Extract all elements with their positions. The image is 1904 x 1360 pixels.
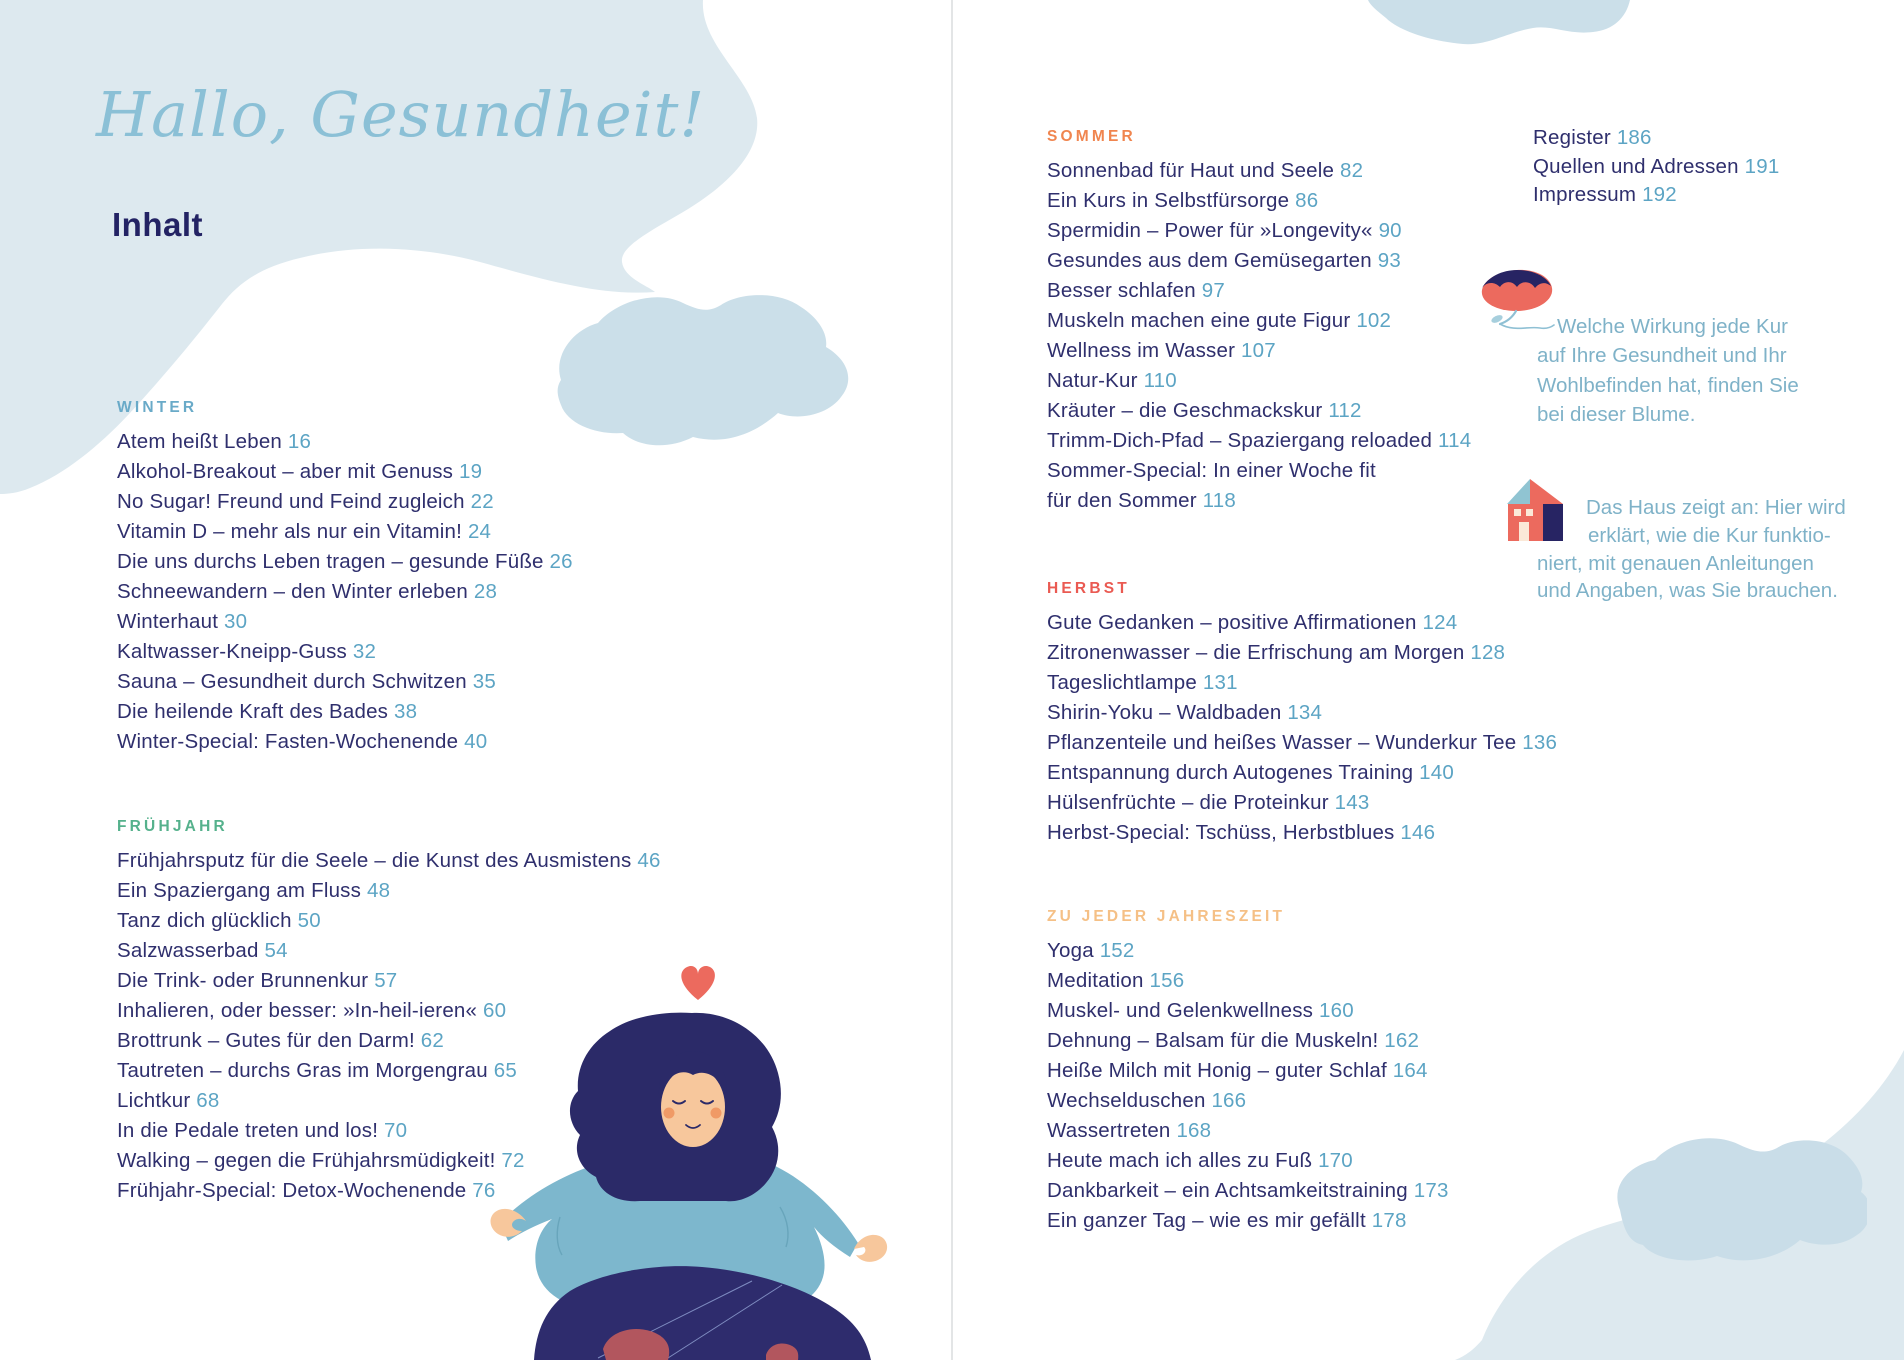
toc-item-page-number: 162 bbox=[1378, 1029, 1420, 1052]
toc-item-title: Herbst-Special: Tschüss, Herbstblues bbox=[1047, 821, 1395, 844]
toc-item bbox=[1047, 1176, 1547, 1206]
toc-section-header: HERBST bbox=[1047, 580, 1130, 597]
toc-section-sommer bbox=[1047, 127, 1547, 516]
toc-item-page-number: 65 bbox=[487, 1059, 517, 1082]
toc-item bbox=[117, 517, 617, 547]
toc-item-page-number: 160 bbox=[1313, 999, 1354, 1022]
toc-item bbox=[1047, 216, 1547, 246]
toc-item-page-number: 114 bbox=[1432, 429, 1472, 452]
toc-item-title: Sonnenbad für Haut und Seele bbox=[1047, 159, 1335, 182]
toc-item-page-number: 70 bbox=[378, 1119, 408, 1142]
toc-item-page-number: 54 bbox=[258, 939, 288, 962]
toc-section-header: ZU JEDER JAHRESZEIT bbox=[1047, 908, 1286, 925]
toc-item-page-number: 19 bbox=[453, 460, 483, 483]
toc-item-page-number: 152 bbox=[1093, 939, 1135, 962]
toc-item-page-number: 124 bbox=[1416, 611, 1458, 634]
toc-section-header: WINTER bbox=[117, 399, 198, 416]
toc-item bbox=[1047, 366, 1547, 396]
toc-item bbox=[1047, 1086, 1547, 1116]
toc-item-title: Yoga bbox=[1047, 939, 1094, 962]
toc-item-title: Tanz dich glücklich bbox=[117, 909, 292, 932]
page-divider bbox=[951, 0, 953, 1360]
toc-item bbox=[117, 966, 617, 996]
toc-section-winter bbox=[117, 398, 617, 757]
toc-item bbox=[117, 906, 617, 936]
toc-item bbox=[1047, 246, 1547, 276]
toc-item-page-number: 112 bbox=[1322, 399, 1362, 422]
toc-item-title: Inhalieren, oder besser: »In-heil-ieren« bbox=[117, 999, 478, 1022]
toc-item bbox=[1047, 638, 1547, 668]
toc-item-page-number: 72 bbox=[495, 1149, 525, 1172]
toc-item bbox=[117, 876, 617, 906]
toc-item-title: Vitamin D – mehr als nur ein Vitamin! bbox=[117, 520, 463, 543]
toc-item bbox=[117, 457, 617, 487]
toc-item bbox=[117, 487, 617, 517]
toc-item bbox=[1047, 396, 1547, 426]
toc-item-page-number: 168 bbox=[1170, 1119, 1212, 1142]
toc-item-title: Ein ganzer Tag – wie es mir gefällt bbox=[1047, 1209, 1366, 1232]
toc-item-title: Ein Kurs in Selbstfürsorge bbox=[1047, 189, 1290, 212]
toc-item bbox=[117, 1116, 617, 1146]
toc-item-title: Die uns durchs Leben tragen – gesunde Füße bbox=[117, 550, 544, 573]
toc-item-page-number: 30 bbox=[218, 610, 248, 633]
toc-item-title: Muskeln machen eine gute Figur bbox=[1047, 309, 1351, 332]
toc-item-title: Muskel- und Gelenkwellness bbox=[1047, 999, 1314, 1022]
toc-item bbox=[117, 607, 617, 637]
toc-item bbox=[117, 637, 617, 667]
backmatter-item-title: Register bbox=[1533, 126, 1611, 149]
annotation-line: und Angaben, was Sie brauchen. bbox=[1537, 579, 1838, 603]
toc-item-title: Die heilende Kraft des Bades bbox=[117, 700, 389, 723]
toc-item-page-number: 128 bbox=[1464, 641, 1506, 664]
toc-item-title: Kräuter – die Geschmackskur bbox=[1047, 399, 1323, 422]
toc-item-title: Winterhaut bbox=[117, 610, 219, 633]
toc-item bbox=[117, 667, 617, 697]
toc-item-title: Tautreten – durchs Gras im Morgengrau bbox=[117, 1059, 488, 1082]
toc-item-page-number: 90 bbox=[1372, 219, 1402, 242]
toc-item-title: Kaltwasser-Kneipp-Guss bbox=[117, 640, 347, 663]
toc-item-title: Zitronenwasser – die Erfrischung am Morgen bbox=[1047, 641, 1465, 664]
toc-item-title: Salzwasserbad bbox=[117, 939, 259, 962]
book-title: Hallo, Gesundheit! bbox=[96, 78, 706, 151]
toc-item-title: Wellness im Wasser bbox=[1047, 339, 1236, 362]
toc-item-page-number: 170 bbox=[1312, 1149, 1353, 1172]
toc-item-page-number: 76 bbox=[466, 1179, 496, 1202]
toc-item-title: Dehnung – Balsam für die Muskeln! bbox=[1047, 1029, 1379, 1052]
toc-item-page-number: 97 bbox=[1195, 279, 1225, 302]
toc-item bbox=[1047, 186, 1547, 216]
toc-item-page-number: 110 bbox=[1137, 369, 1177, 392]
toc-item bbox=[1047, 306, 1547, 336]
toc-item-page-number: 82 bbox=[1334, 159, 1364, 182]
toc-item-title: für den Sommer bbox=[1047, 489, 1197, 512]
toc-item bbox=[1047, 966, 1547, 996]
toc-item bbox=[117, 547, 617, 577]
toc-item bbox=[117, 936, 617, 966]
toc-item-page-number: 86 bbox=[1289, 189, 1319, 212]
annotation-line: Wohlbefinden hat, finden Sie bbox=[1537, 373, 1799, 397]
toc-item bbox=[1047, 456, 1547, 486]
backmatter-item-page-number: 191 bbox=[1738, 154, 1780, 178]
toc-item-page-number: 173 bbox=[1407, 1179, 1449, 1202]
toc-item-page-number: 143 bbox=[1328, 791, 1370, 814]
toc-item bbox=[117, 1026, 617, 1056]
backmatter-item bbox=[1533, 181, 1779, 210]
toc-item-title: Wassertreten bbox=[1047, 1119, 1171, 1142]
toc-item bbox=[1047, 758, 1547, 788]
toc-item-title: Alkohol-Breakout – aber mit Genuss bbox=[117, 460, 454, 483]
toc-item-page-number: 140 bbox=[1413, 761, 1454, 784]
toc-item bbox=[117, 1176, 617, 1206]
toc-item bbox=[1047, 728, 1558, 758]
toc-item-title: Hülsenfrüchte – die Proteinkur bbox=[1047, 791, 1329, 814]
toc-item bbox=[1047, 1146, 1547, 1176]
toc-item-title: Gute Gedanken – positive Affirmationen bbox=[1047, 611, 1417, 634]
toc-item-title: Die Trink- oder Brunnenkur bbox=[117, 969, 369, 992]
backmatter-item bbox=[1533, 153, 1779, 182]
toc-item-title: Tageslichtlampe bbox=[1047, 671, 1197, 694]
toc-item-page-number: 62 bbox=[414, 1029, 444, 1052]
cloud-top-right-icon bbox=[1368, 0, 1630, 50]
toc-item-page-number: 26 bbox=[543, 550, 573, 573]
toc-item-title: Besser schlafen bbox=[1047, 279, 1196, 302]
toc-item bbox=[117, 846, 661, 876]
toc-item-page-number: 46 bbox=[631, 849, 661, 872]
toc-item-page-number: 60 bbox=[477, 999, 507, 1022]
toc-section-zu-jeder-jahreszeit bbox=[1047, 907, 1547, 1236]
annotation-line: niert, mit genauen Anleitungen bbox=[1537, 551, 1814, 575]
toc-item bbox=[1047, 668, 1547, 698]
backmatter-item-page-number: 192 bbox=[1636, 183, 1677, 206]
toc-item bbox=[1047, 156, 1547, 186]
toc-item-page-number: 24 bbox=[462, 520, 492, 543]
toc-item-page-number: 166 bbox=[1205, 1089, 1247, 1112]
toc-item-title: Lichtkur bbox=[117, 1089, 191, 1112]
toc-item-page-number: 107 bbox=[1235, 339, 1276, 362]
toc-item-title: Dankbarkeit – ein Achtsamkeitstraining bbox=[1047, 1179, 1408, 1202]
toc-item-page-number: 16 bbox=[282, 430, 312, 453]
toc-item-page-number: 35 bbox=[466, 670, 496, 693]
toc-item bbox=[117, 427, 617, 457]
toc-item-page-number: 40 bbox=[458, 730, 488, 753]
toc-item bbox=[1047, 486, 1547, 516]
toc-item-title: Frühjahr-Special: Detox-Wochenende bbox=[117, 1179, 467, 1202]
toc-item bbox=[1047, 608, 1547, 638]
toc-item-title: Shirin-Yoku – Waldbaden bbox=[1047, 701, 1282, 724]
toc-item-title: Atem heißt Leben bbox=[117, 430, 283, 453]
toc-section-header: SOMMER bbox=[1047, 128, 1136, 145]
toc-heading: Inhalt bbox=[112, 206, 203, 243]
toc-item-page-number: 50 bbox=[291, 909, 321, 932]
annotation-line: bei dieser Blume. bbox=[1537, 402, 1696, 426]
toc-item-title: Natur-Kur bbox=[1047, 369, 1138, 392]
toc-item bbox=[1047, 788, 1547, 818]
toc-item-title: Meditation bbox=[1047, 969, 1144, 992]
toc-item bbox=[1047, 1116, 1547, 1146]
cloud-bottom-right-icon bbox=[1605, 1130, 1867, 1270]
toc-item-title: Trimm-Dich-Pfad – Spaziergang reloaded bbox=[1047, 429, 1433, 452]
toc-item bbox=[1047, 1056, 1547, 1086]
toc-item bbox=[117, 577, 617, 607]
toc-section-header: FRÜHJAHR bbox=[117, 818, 228, 835]
toc-item-title: Winter-Special: Fasten-Wochenende bbox=[117, 730, 459, 753]
toc-item bbox=[1047, 1026, 1547, 1056]
annotation-line: auf Ihre Gesundheit und Ihr bbox=[1537, 344, 1787, 368]
toc-item bbox=[1047, 698, 1547, 728]
toc-item-title: Walking – gegen die Frühjahrsmüdigkeit! bbox=[117, 1149, 496, 1172]
toc-item-title: Entspannung durch Autogenes Training bbox=[1047, 761, 1414, 784]
toc-item-page-number: 93 bbox=[1371, 249, 1401, 272]
toc-item-page-number: 57 bbox=[368, 969, 398, 992]
annotation-line: erklärt, wie die Kur funktio- bbox=[1588, 523, 1831, 547]
backmatter-item-title: Quellen und Adressen bbox=[1533, 154, 1739, 178]
toc-item-title: Sommer-Special: In einer Woche fit bbox=[1047, 459, 1376, 482]
toc-item-page-number: 131 bbox=[1197, 671, 1238, 694]
heart-icon bbox=[681, 966, 715, 1000]
annotation-line: Welche Wirkung jede Kur bbox=[1557, 315, 1788, 338]
toc-item-title: Ein Spaziergang am Fluss bbox=[117, 879, 362, 902]
toc-item bbox=[1047, 996, 1547, 1026]
toc-item-page-number: 102 bbox=[1350, 309, 1392, 332]
toc-item-title: Wechselduschen bbox=[1047, 1089, 1206, 1112]
toc-item bbox=[117, 1056, 617, 1086]
toc-item bbox=[1047, 426, 1547, 456]
toc-item-title: Spermidin – Power für »Longevity« bbox=[1047, 219, 1373, 242]
toc-item-title: Gesundes aus dem Gemüsegarten bbox=[1047, 249, 1372, 272]
toc-item-title: No Sugar! Freund und Feind zugleich bbox=[117, 490, 465, 513]
toc-item bbox=[117, 697, 617, 727]
toc-item-title: Heiße Milch mit Honig – guter Schlaf bbox=[1047, 1059, 1387, 1082]
toc-item-page-number: 22 bbox=[464, 490, 494, 513]
toc-item-page-number: 178 bbox=[1365, 1209, 1407, 1232]
house-note bbox=[1537, 494, 1846, 605]
toc-item-title: Brottrunk – Gutes für den Darm! bbox=[117, 1029, 415, 1052]
toc-item-title: In die Pedale treten und los! bbox=[117, 1119, 379, 1142]
toc-item-page-number: 164 bbox=[1386, 1059, 1428, 1082]
toc-item bbox=[1047, 1206, 1547, 1236]
toc-item-title: Sauna – Gesundheit durch Schwitzen bbox=[117, 670, 467, 693]
toc-item-page-number: 38 bbox=[388, 700, 418, 723]
toc-item-title: Heute mach ich alles zu Fuß bbox=[1047, 1149, 1313, 1172]
toc-item bbox=[117, 996, 617, 1026]
toc-section-herbst bbox=[1047, 579, 1558, 848]
toc-section-fruehjahr bbox=[117, 817, 661, 1206]
toc-item-page-number: 118 bbox=[1196, 489, 1236, 512]
flower-note bbox=[1537, 312, 1827, 429]
toc-item-page-number: 156 bbox=[1143, 969, 1185, 992]
backmatter-item-title: Impressum bbox=[1533, 183, 1637, 206]
toc-item bbox=[1047, 818, 1547, 848]
backmatter-list bbox=[1533, 124, 1779, 210]
toc-item bbox=[117, 1086, 617, 1116]
toc-item bbox=[1047, 276, 1547, 306]
toc-item-page-number: 134 bbox=[1281, 701, 1323, 724]
annotation-line: Das Haus zeigt an: Hier wird bbox=[1586, 496, 1846, 519]
toc-item-page-number: 68 bbox=[190, 1089, 220, 1112]
toc-item bbox=[1047, 936, 1547, 966]
toc-item-page-number: 28 bbox=[467, 580, 498, 603]
backmatter-item bbox=[1533, 124, 1779, 153]
toc-item-page-number: 32 bbox=[347, 640, 377, 663]
toc-item-page-number: 146 bbox=[1394, 821, 1436, 844]
toc-item bbox=[117, 727, 617, 757]
toc-item bbox=[1047, 336, 1547, 366]
toc-item-title: Schneewandern – den Winter erleben bbox=[117, 580, 468, 603]
toc-item-page-number: 48 bbox=[361, 879, 391, 902]
backmatter-item-page-number: 186 bbox=[1610, 126, 1652, 149]
toc-item bbox=[117, 1146, 617, 1176]
toc-item-title: Frühjahrsputz für die Seele – die Kunst des Ausmistens bbox=[117, 849, 632, 872]
toc-item-page-number: 136 bbox=[1516, 731, 1558, 754]
toc-item-title: Pflanzenteile und heißes Wasser – Wunderkur Tee bbox=[1047, 731, 1517, 754]
